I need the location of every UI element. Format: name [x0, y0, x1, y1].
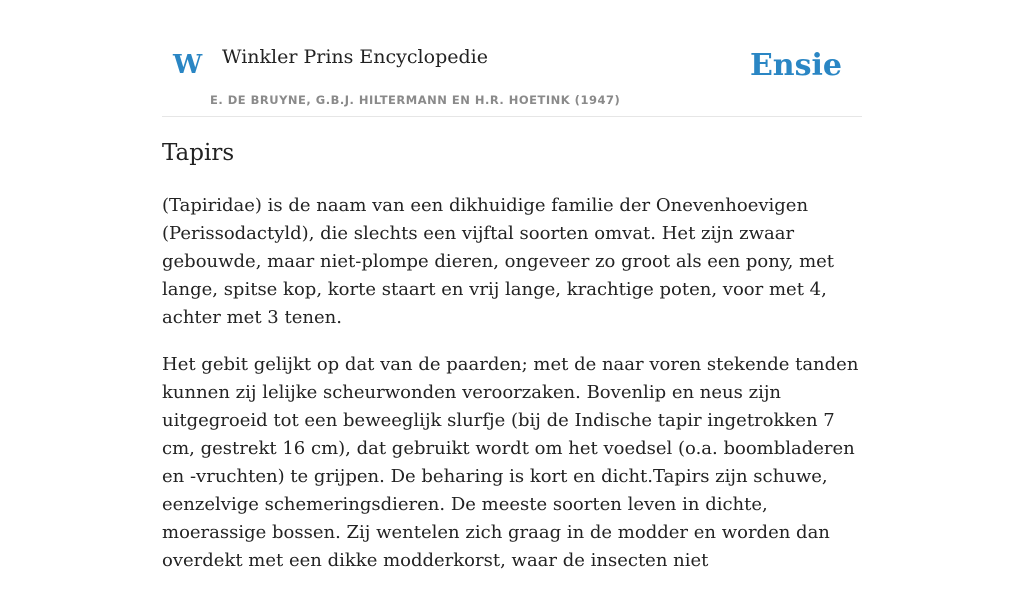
ensie-brand-logo[interactable]: Ensie — [749, 48, 842, 83]
article-paragraph: (Tapiridae) is de naam van een dikhuidige familie der Onevenhoevigen (Perissodactyld), die slechts een vijftal soorten omvat. Het zijn zwaar gebouwde, maar niet-plompe dieren, ongeveer zo groot als een pony, met lange, spitse kop, korte staart en vrij lange, krachtige poten, voor met 4, achter met 3 tenen. — [162, 195, 835, 328]
source-title[interactable]: Winkler Prins Encyclopedie — [222, 46, 488, 68]
encyclopedia-logo[interactable]: W — [173, 50, 203, 80]
article-body — [162, 192, 862, 594]
article-title: Tapirs — [162, 140, 235, 166]
source-authors: E. DE BRUYNE, G.B.J. HILTERMANN EN H.R. HOETINK (1947) — [210, 93, 621, 107]
source-header — [162, 0, 862, 117]
article-paragraph: Het gebit gelijkt op dat van de paarden; met de naar voren stekende tanden kunnen zij lelijke scheurwonden veroorzaken. Bovenlip en neus zijn uitgegroeid tot een beweeglijk slurfje (bij de Indische tapir ingetrokken 7 cm, gestrekt 16 cm), dat gebruikt wordt om het voedsel (o.a. boombladeren en -vruchten) te grijpen. De beharing is kort en dicht.Tapirs zijn schuwe, eenzelvige schemeringsdieren. De meeste soorten leven in dichte, moerassige bossen. Zij wentelen zich graag in de modder en worden dan overdekt met een dikke modderkorst, waar de insecten niet — [162, 354, 859, 571]
